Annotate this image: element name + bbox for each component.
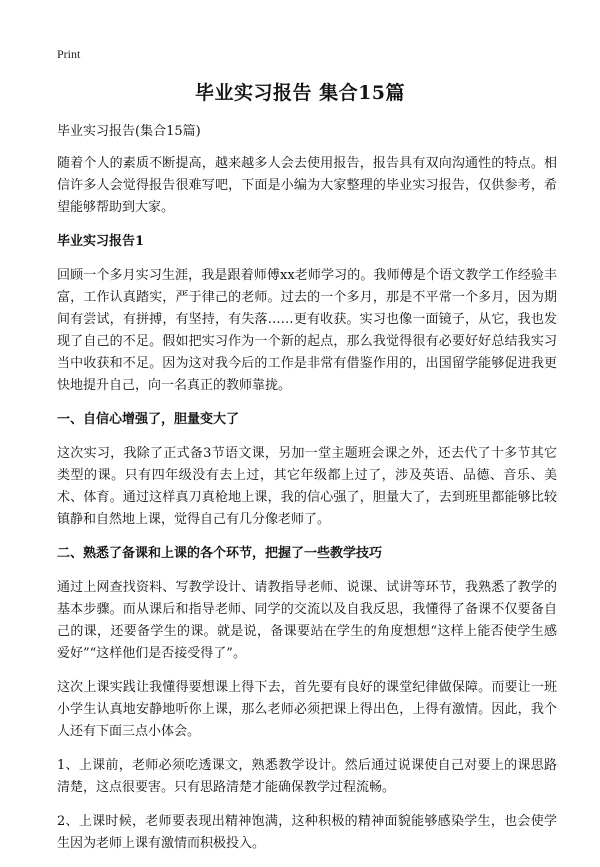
document-body (57, 121, 557, 867)
print-label[interactable]: Print (57, 47, 81, 61)
document-subtitle: 毕业实习报告(集合15篇) (57, 124, 201, 139)
report1-paragraph: 回顾一个多月实习生涯，我是跟着师傅xx老师学习的。我师傅是个语文教学工作经验丰富，工作认真踏实，严于律己的老师。过去的一个多月，那是不平常一个多月，因为期间有尝试，有拼搏，有坚持，有失落……更有收获。实习也像一面镜子，从它，我也发现了自己的不足。假如把实习作为一个新的起点，那么我觉得很有必要好好总结我实习当中收获和不足。因为这对我今后的工作是非常有借鉴作用的，出国留学能够促进我更快地提升自己，向一名真正的教师靠拢。 (57, 268, 557, 393)
section1-paragraph: 这次实习，我除了正式备3节语文课，另加一堂主题班会课之外，还去代了十多节其它类型的课。只有四年级没有去上过，其它年级都上过了，涉及英语、品德、音乐、美术、体育。通过这样真刀真枪地上课，我的信心强了，胆量大了，去到班里都能够比较镇静和自然地上课，觉得自己有几分像老师了。 (57, 446, 557, 527)
section1-heading: 一、自信心增强了，胆量变大了 (57, 412, 240, 427)
section2-paragraph-4: 2、上课时候，老师要表现出精神饱满，这种积极的精神面貌能够感染学生，也会使学生因为老师上课有激情而积极投入。 (57, 814, 557, 851)
section2-paragraph-2: 这次上课实践让我懂得要想课上得下去，首先要有良好的课堂纪律做保障。而要让一班小学生认真地安静地听你上课，那么老师必须把课上得出色，上得有激情。因此，我个人还有下面三点小体会。 (57, 680, 557, 739)
report1-heading: 毕业实习报告1 (57, 234, 145, 249)
section2-paragraph-1: 通过上网查找资料、写教学设计、请教指导老师、说课、试讲等环节，我熟悉了教学的基本步骤。而从课后和指导老师、同学的交流以及自我反思，我懂得了备课不仅要备自己的课，还要备学生的课。就是说，备课要站在学生的角度想想“这样上能否使学生感爱好”“这样他们是否接受得了”。 (57, 580, 557, 661)
section2-paragraph-3: 1、上课前，老师必须吃透课文，熟悉教学设计。然后通过说课使自己对要上的课思路清楚，这点很要害。只有思路清楚才能确保教学过程流畅。 (57, 758, 557, 795)
section2-heading: 二、熟悉了备课和上课的各个环节，把握了一些教学技巧 (57, 546, 383, 561)
page-title: 毕业实习报告 集合15篇 (194, 82, 406, 104)
intro-paragraph: 随着个人的素质不断提高，越来越多人会去使用报告，报告具有双向沟通性的特点。相信许多人会觉得报告很难写吧，下面是小编为大家整理的毕业实习报告，仅供参考，希望能够帮助到大家。 (57, 156, 557, 215)
